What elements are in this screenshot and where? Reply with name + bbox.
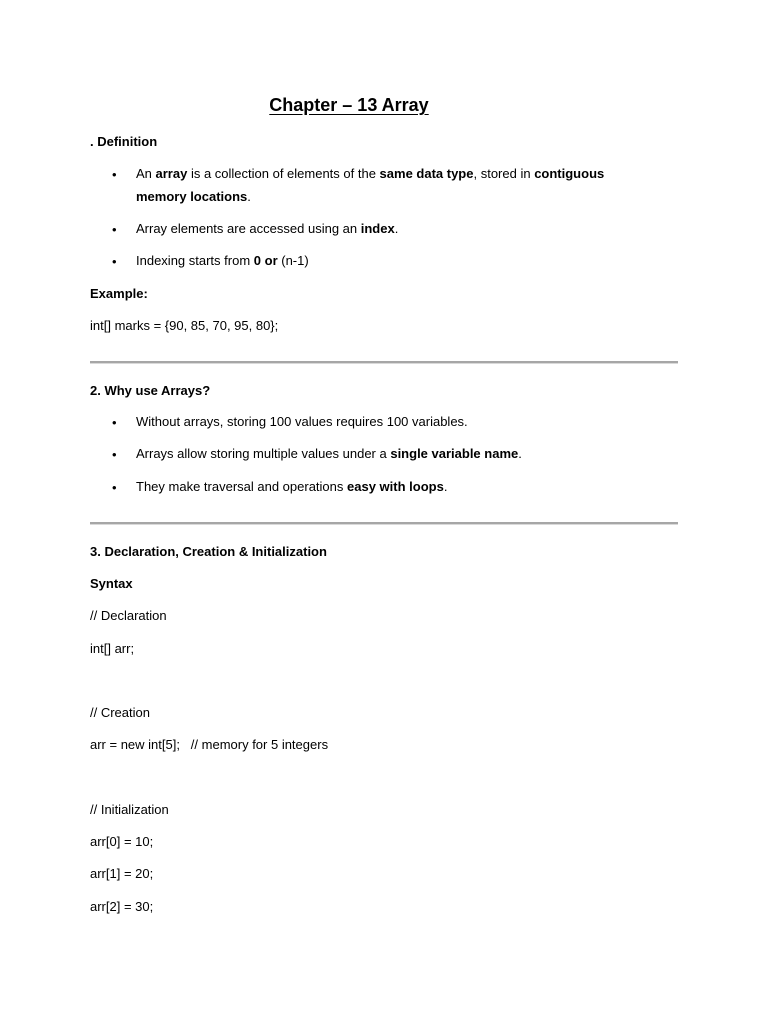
code-line: // Creation [90,705,150,720]
code-line: arr[1] = 20; [90,866,154,881]
definition-heading: . Definition [90,134,158,149]
example-label: Example: [90,286,148,301]
bullet-icon: • [112,254,117,269]
why-bullet-1: Without arrays, storing 100 values requires 100 variables. [136,414,468,429]
code-line: arr = new int[5]; // memory for 5 integers [90,737,329,752]
definition-bullet-2: Array elements are accessed using an index. [136,221,399,236]
code-line: arr[2] = 30; [90,899,154,914]
why-bullet-2: Arrays allow storing multiple values under a single variable name. [136,446,522,461]
bullet-icon: • [112,415,117,430]
why-arrays-heading: 2. Why use Arrays? [90,383,211,398]
definition-bullet-3: Indexing starts from 0 or (n-1) [136,253,309,268]
bullet-icon: • [112,222,117,237]
syntax-label: Syntax [90,576,133,591]
section-divider [90,361,678,364]
code-line: // Declaration [90,608,167,623]
code-line: // Initialization [90,802,169,817]
declaration-heading: 3. Declaration, Creation & Initialization [90,544,327,559]
section-divider [90,522,678,525]
example-code: int[] marks = {90, 85, 70, 95, 80}; [90,318,279,333]
bullet-icon: • [112,480,117,495]
why-bullet-3: They make traversal and operations easy with loops. [136,479,448,494]
definition-bullet-1: An array is a collection of elements of the same data type, stored in contiguous memory locations. [136,166,605,204]
page-title: Chapter – 13 Array [269,95,429,115]
bullet-icon: • [112,167,117,182]
bullet-icon: • [112,447,117,462]
code-line: arr[0] = 10; [90,834,154,849]
code-line: int[] arr; [90,641,135,656]
